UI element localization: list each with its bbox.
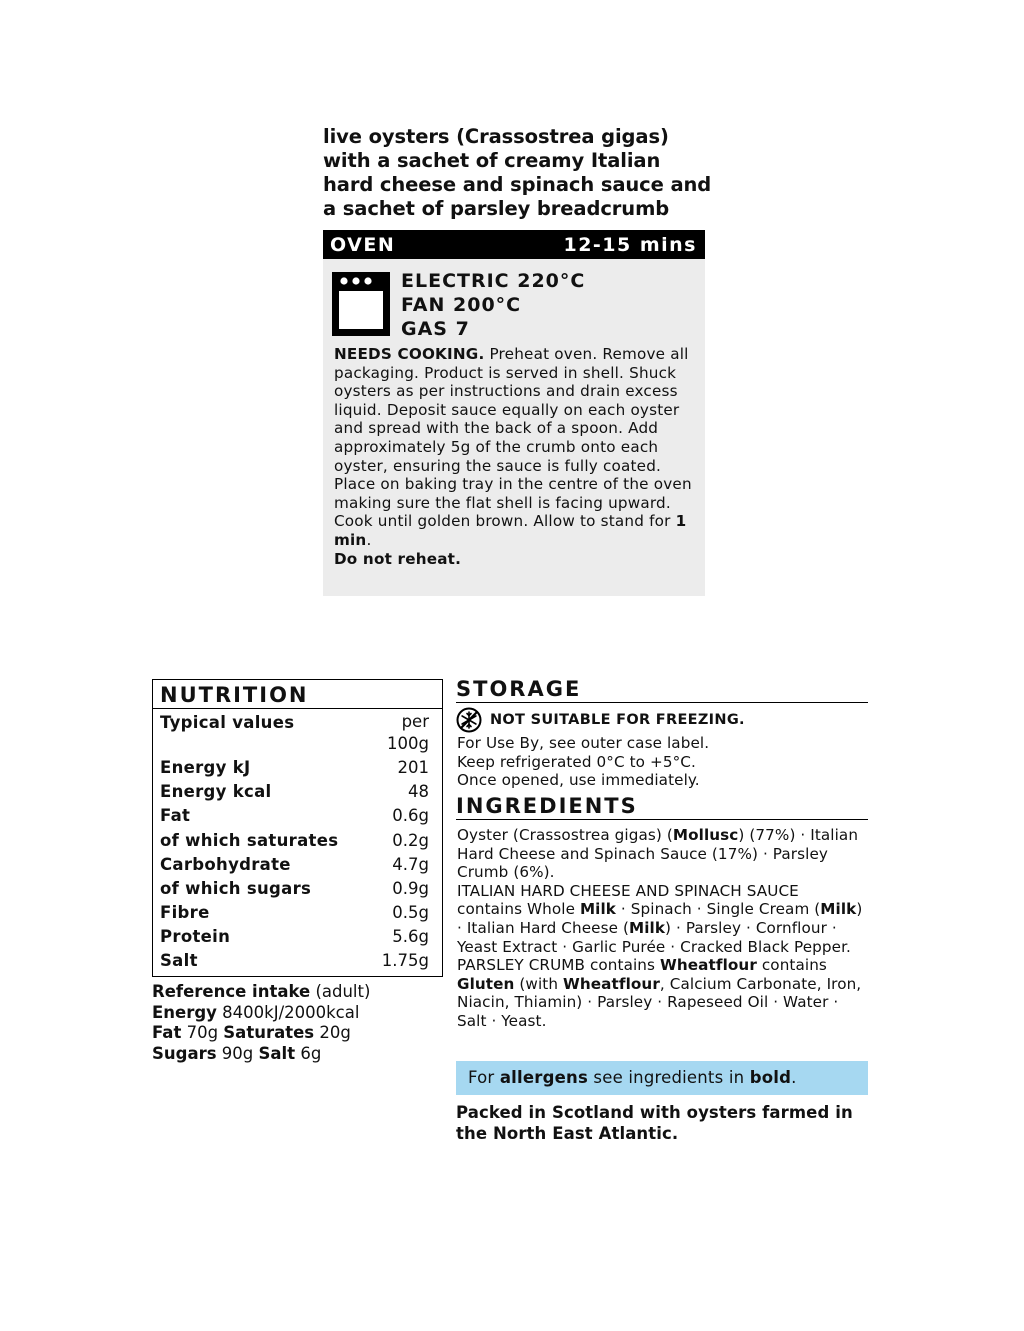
ingredient-text: ITALIAN HARD CHEESE AND SPINACH SAUCE contains Whole xyxy=(457,881,799,919)
nutrition-row: Energy kJ 201 xyxy=(160,758,429,777)
storage-title: STORAGE xyxy=(456,678,868,703)
cooking-instructions: NEEDS COOKING. Preheat oven. Remove all packaging. Product is served in shell. Shuck oysters as per instructions and drain excess liquid. Deposit sauce equally on each oyster and spread with the back of a spoon. Add approximately 5g of the crumb onto each oyster, ensuring the sauce is fully coated. Place on baking tray in the centre of the oven making sure the flat shell is facing upward. Cook until golden brown. Allow to stand for 1 min. Do not reheat. xyxy=(334,345,692,568)
allergen-highlight: Milk xyxy=(820,900,857,919)
oven-icon xyxy=(332,272,390,336)
nutrition-row: of which sugars 0.9g xyxy=(160,879,429,898)
ingredient-text: Oyster (Crassostrea gigas) ( xyxy=(457,826,673,844)
ingredient-text: , Calcium Carbonate, Iron, Niacin, Thiamin) · Parsley · Rapeseed Oil · Water · Salt · Yeast. xyxy=(457,974,862,1030)
allergen-highlight: Mollusc xyxy=(672,826,739,844)
fan-temperature: FAN 200°C xyxy=(401,294,522,316)
storage-instructions: For Use By, see outer case label. Keep refrigerated 0°C to +5°C. Once opened, use immediately. xyxy=(457,734,710,790)
needs-cooking-label: NEEDS COOKING. xyxy=(334,345,485,363)
nutrition-row: of which saturates 0.2g xyxy=(160,831,429,850)
per-100g-label: per 100g xyxy=(387,712,429,753)
freeze-warning-text: NOT SUITABLE FOR FREEZING. xyxy=(490,712,745,728)
oven-time: 12-15 mins xyxy=(563,233,697,256)
ingredient-text: (with xyxy=(514,974,563,993)
nutrition-row: Salt 1.75g xyxy=(160,951,429,970)
ingredients-paragraph xyxy=(457,882,867,956)
allergen-highlight: Wheatflour xyxy=(659,956,757,975)
ingredient-text: · Spinach · Single Cream ( xyxy=(615,900,821,919)
oven-instructions-box xyxy=(323,259,705,596)
freeze-warning xyxy=(456,707,745,733)
instructions-text: Preheat oven. Remove all packaging. Product is served in shell. Shuck oysters as per instructions and drain excess liquid. Deposit sauce equally on each oyster and spread with the back of a spoon. Add approximately 5g of the crumb onto each oyster, ensuring the sauce is fully coated. Place on baking tray in the centre of the oven making sure the flat shell is facing upward. Cook until golden brown. Allow to stand for xyxy=(334,345,692,531)
oven-temperature-settings xyxy=(401,269,585,341)
ingredient-text: ) · Parsley · Cornflour · Yeast Extract · Garlic Purée · Cracked Black Pepper. xyxy=(457,918,851,956)
allergen-highlight: Milk xyxy=(579,900,616,919)
ingredients-list xyxy=(457,826,867,1031)
nutrition-row: Fat 0.6g xyxy=(160,806,429,825)
do-not-reheat: Do not reheat. xyxy=(334,549,462,568)
electric-temperature: ELECTRIC 220°C xyxy=(401,270,586,292)
allergen-note: For allergens see ingredients in bold. xyxy=(456,1061,868,1095)
ingredient-text: contains xyxy=(756,956,827,975)
stand-time: 1 min xyxy=(334,512,687,549)
ingredients-paragraph xyxy=(457,956,867,1030)
nutrition-row: Fibre 0.5g xyxy=(160,903,429,922)
nutrition-table xyxy=(152,679,443,977)
nutrition-row: Carbohydrate 4.7g xyxy=(160,855,429,874)
allergen-highlight: Milk xyxy=(629,918,666,937)
ingredient-text: PARSLEY CRUMB contains xyxy=(457,956,660,975)
no-freeze-snowflake-icon xyxy=(456,707,482,733)
product-description: live oysters (Crassostrea gigas) with a sachet of creamy Italian hard cheese and spinach sauce and a sachet of parsley breadcrumb xyxy=(323,125,712,220)
nutrition-row: Protein 5.6g xyxy=(160,927,429,946)
ingredient-text: ) (77%) · Italian Hard Cheese and Spinach Sauce (17%) · Parsley Crumb (6%). xyxy=(457,826,859,882)
allergen-highlight: Gluten xyxy=(457,974,515,993)
nutrition-row: Energy kcal 48 xyxy=(160,782,429,801)
allergen-highlight: Wheatflour xyxy=(562,974,660,993)
packing-origin: Packed in Scotland with oysters farmed in the North East Atlantic. xyxy=(456,1103,853,1143)
nutrition-title: NUTRITION xyxy=(153,680,442,709)
reference-intake: Reference intake (adult) Energy 8400kJ/2000kcal Fat 70g Saturates 20g Sugars 90g Salt 6g xyxy=(152,982,371,1063)
typical-values-label: Typical values xyxy=(160,713,295,732)
ingredient-text: ) · Italian Hard Cheese ( xyxy=(457,900,863,937)
nutrition-header-row xyxy=(160,711,429,755)
gas-mark: GAS 7 xyxy=(401,318,470,340)
ingredients-title: INGREDIENTS xyxy=(456,795,868,820)
oven-header xyxy=(323,230,705,259)
ingredients-paragraph xyxy=(457,826,867,882)
oven-label: OVEN xyxy=(330,233,396,256)
